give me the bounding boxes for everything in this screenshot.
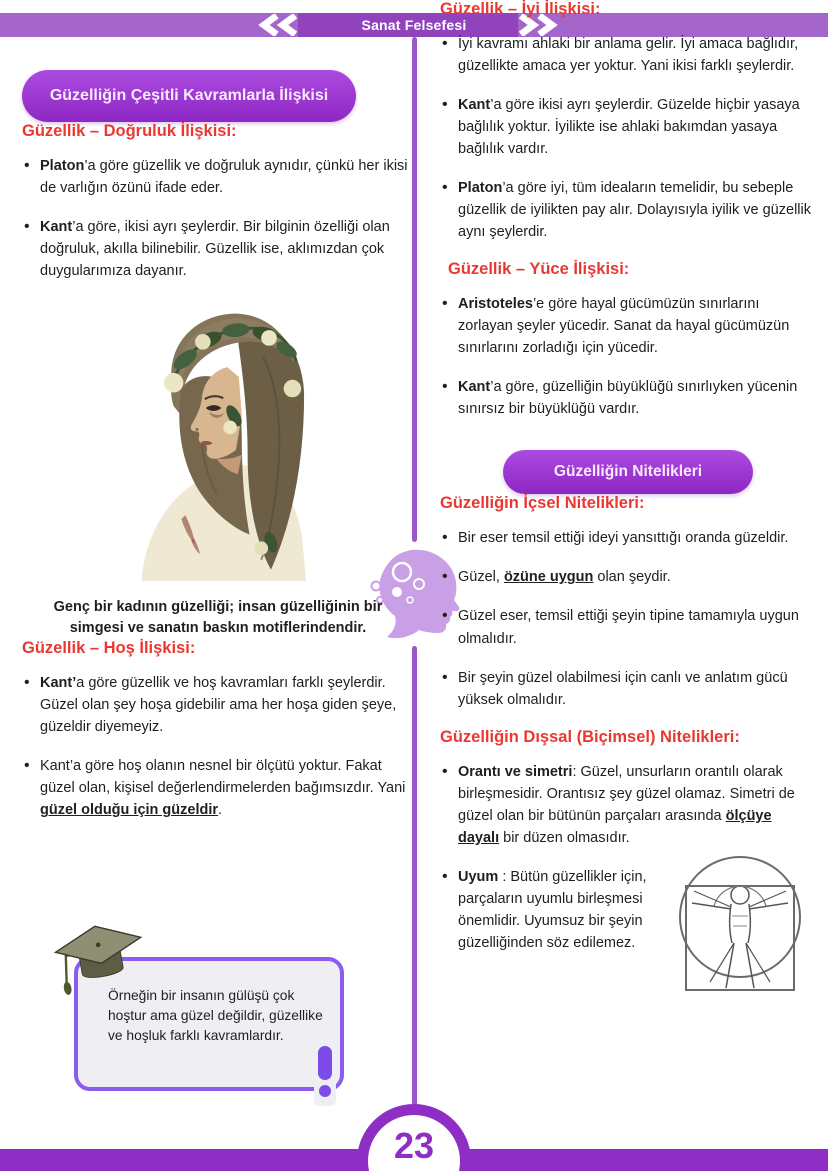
bullet-item: • Bir şeyin güzel olabilmesi için canlı ve anlatım gücü yüksek olmalıdır.	[440, 667, 816, 711]
page-title: Sanat Felsefesi	[361, 17, 467, 33]
heading-yuce: Güzellik – Yüce İlişkisi:	[448, 260, 630, 279]
bullet-item: • Güzel eser, temsil ettiği şeyin tipine tamamıyla uygun olmalıdır.	[440, 605, 816, 649]
badge-label: Güzelliğin Nitelikleri	[553, 463, 703, 481]
section-badge-relations	[22, 70, 356, 122]
badge-label: Güzelliğin Çeşitli Kavramlarla İlişkisi	[49, 87, 329, 104]
note-text: Örneğin bir insanın gülüşü çok hoştur ama güzel değildir, güzellike ve hoşluk farklı kavramlardır.	[108, 988, 323, 1043]
bullet-list-dogruluk	[22, 155, 414, 282]
bullet-item: • Kant’a göre güzellik ve hoş kavramları farklı şeylerdir. Güzel olan şey hoşa gidebilir ama her hoşa giden şeye, güzeldir diyemeyiz.	[22, 672, 414, 738]
section-badge-nitelikler	[503, 450, 753, 494]
bullet-item: • Platon’a göre iyi, tüm ideaların temelidir, bu sebeple güzellik de iyilikten pay alır. Dolayısıyla iyilik ve güzellik aynı şeylerdir.	[440, 177, 816, 243]
bullet-item-uyum	[440, 866, 816, 998]
bullet-list-hos	[22, 672, 414, 821]
bullet-item: • Bir eser temsil ettiği ideyi yansıttığı oranda güzeldir.	[440, 527, 816, 549]
right-column	[440, 0, 816, 1015]
bullet-item: • Orantı ve simetri: Güzel, unsurların orantılı olarak birleşmesidir. Orantısız şey güzel olamaz. Simetri de güzel olan bir bütünün parçaları arasında ölçüye dayalı bir düzen olmasıdır.	[440, 761, 816, 849]
bullet-item: • Güzel, özüne uygun olan şeydir.	[440, 566, 816, 588]
bullet-text: • Uyum : Bütün güzellikler için, parçaların uyumlu birleşmesi önemlidir. Uyumsuz bir şeyin güzelliğinden söz edilemez.	[458, 868, 647, 951]
bullet-list-dissal	[440, 761, 816, 998]
bullet-item: • Kant’a göre hoş olanın nesnel bir ölçütü yoktur. Fakat güzel olan, kişisel değerlendirmelerden bağımsızdır. Yani güzel olduğu için güzeldir.	[22, 755, 414, 821]
bullet-list-iyi	[440, 33, 816, 243]
heading-icsel: Güzelliğin İçsel Nitelikleri:	[440, 494, 645, 513]
bullet-item: • Aristoteles’e göre hayal gücümüzün sınırlarını zorlayan şeyler yücedir. Sanat da hayal gücümüzün sınırlarını zorladığı için yücedir.	[440, 293, 816, 359]
left-column	[22, 0, 414, 838]
exclamation-icon	[314, 1044, 336, 1106]
bullet-item: • İyi kavramı ahlaki bir anlama gelir. İyi amaca bağlıdır, güzellikte amaca yer yoktur. Yani ikisi farklı şeylerdir.	[440, 33, 816, 77]
heading-iyi: Güzellik – İyi İlişkisi:	[440, 0, 601, 18]
vitruvian-man-image	[664, 846, 816, 998]
page-number: 23	[368, 1115, 460, 1171]
graduation-cap-icon	[48, 914, 154, 1007]
bullet-item: • Kant’a göre ikisi ayrı şeylerdir. Güzelde hiçbir yasaya bağlılık yoktur. İyilikte ise ahlaki bakımdan yasaya bağlılık vardır.	[440, 94, 816, 160]
bullet-list-yuce	[440, 293, 816, 420]
bullet-item: • Platon’a göre güzellik ve doğruluk aynıdır, çünkü her ikisi de varlığın özünü ifade eder.	[22, 155, 414, 199]
bullet-item: • Kant’a göre, ikisi ayrı şeylerdir. Bir bilginin özelliği olan doğruluk, akılla bilinebilir. Güzellik ise, aklımızdan çok duygularımıza dayanır.	[22, 216, 414, 282]
bullet-list-icsel	[440, 527, 816, 710]
image-caption: Genç bir kadının güzelliği; insan güzelliğinin bir simgesi ve sanatın baskın motiflerindendir.	[53, 599, 383, 637]
heading-hos: Güzellik – Hoş İlişkisi:	[22, 639, 196, 658]
woman-portrait-image	[88, 299, 380, 585]
bullet-item: • Kant’a göre, güzelliğin büyüklüğü sınırlıyken yücenin sınırsız bir büyüklüğü vardır.	[440, 376, 816, 420]
heading-dissal: Güzelliğin Dışsal (Biçimsel) Nitelikleri:	[440, 727, 740, 746]
heading-dogruluk: Güzellik – Doğruluk İlişkisi:	[22, 122, 237, 140]
